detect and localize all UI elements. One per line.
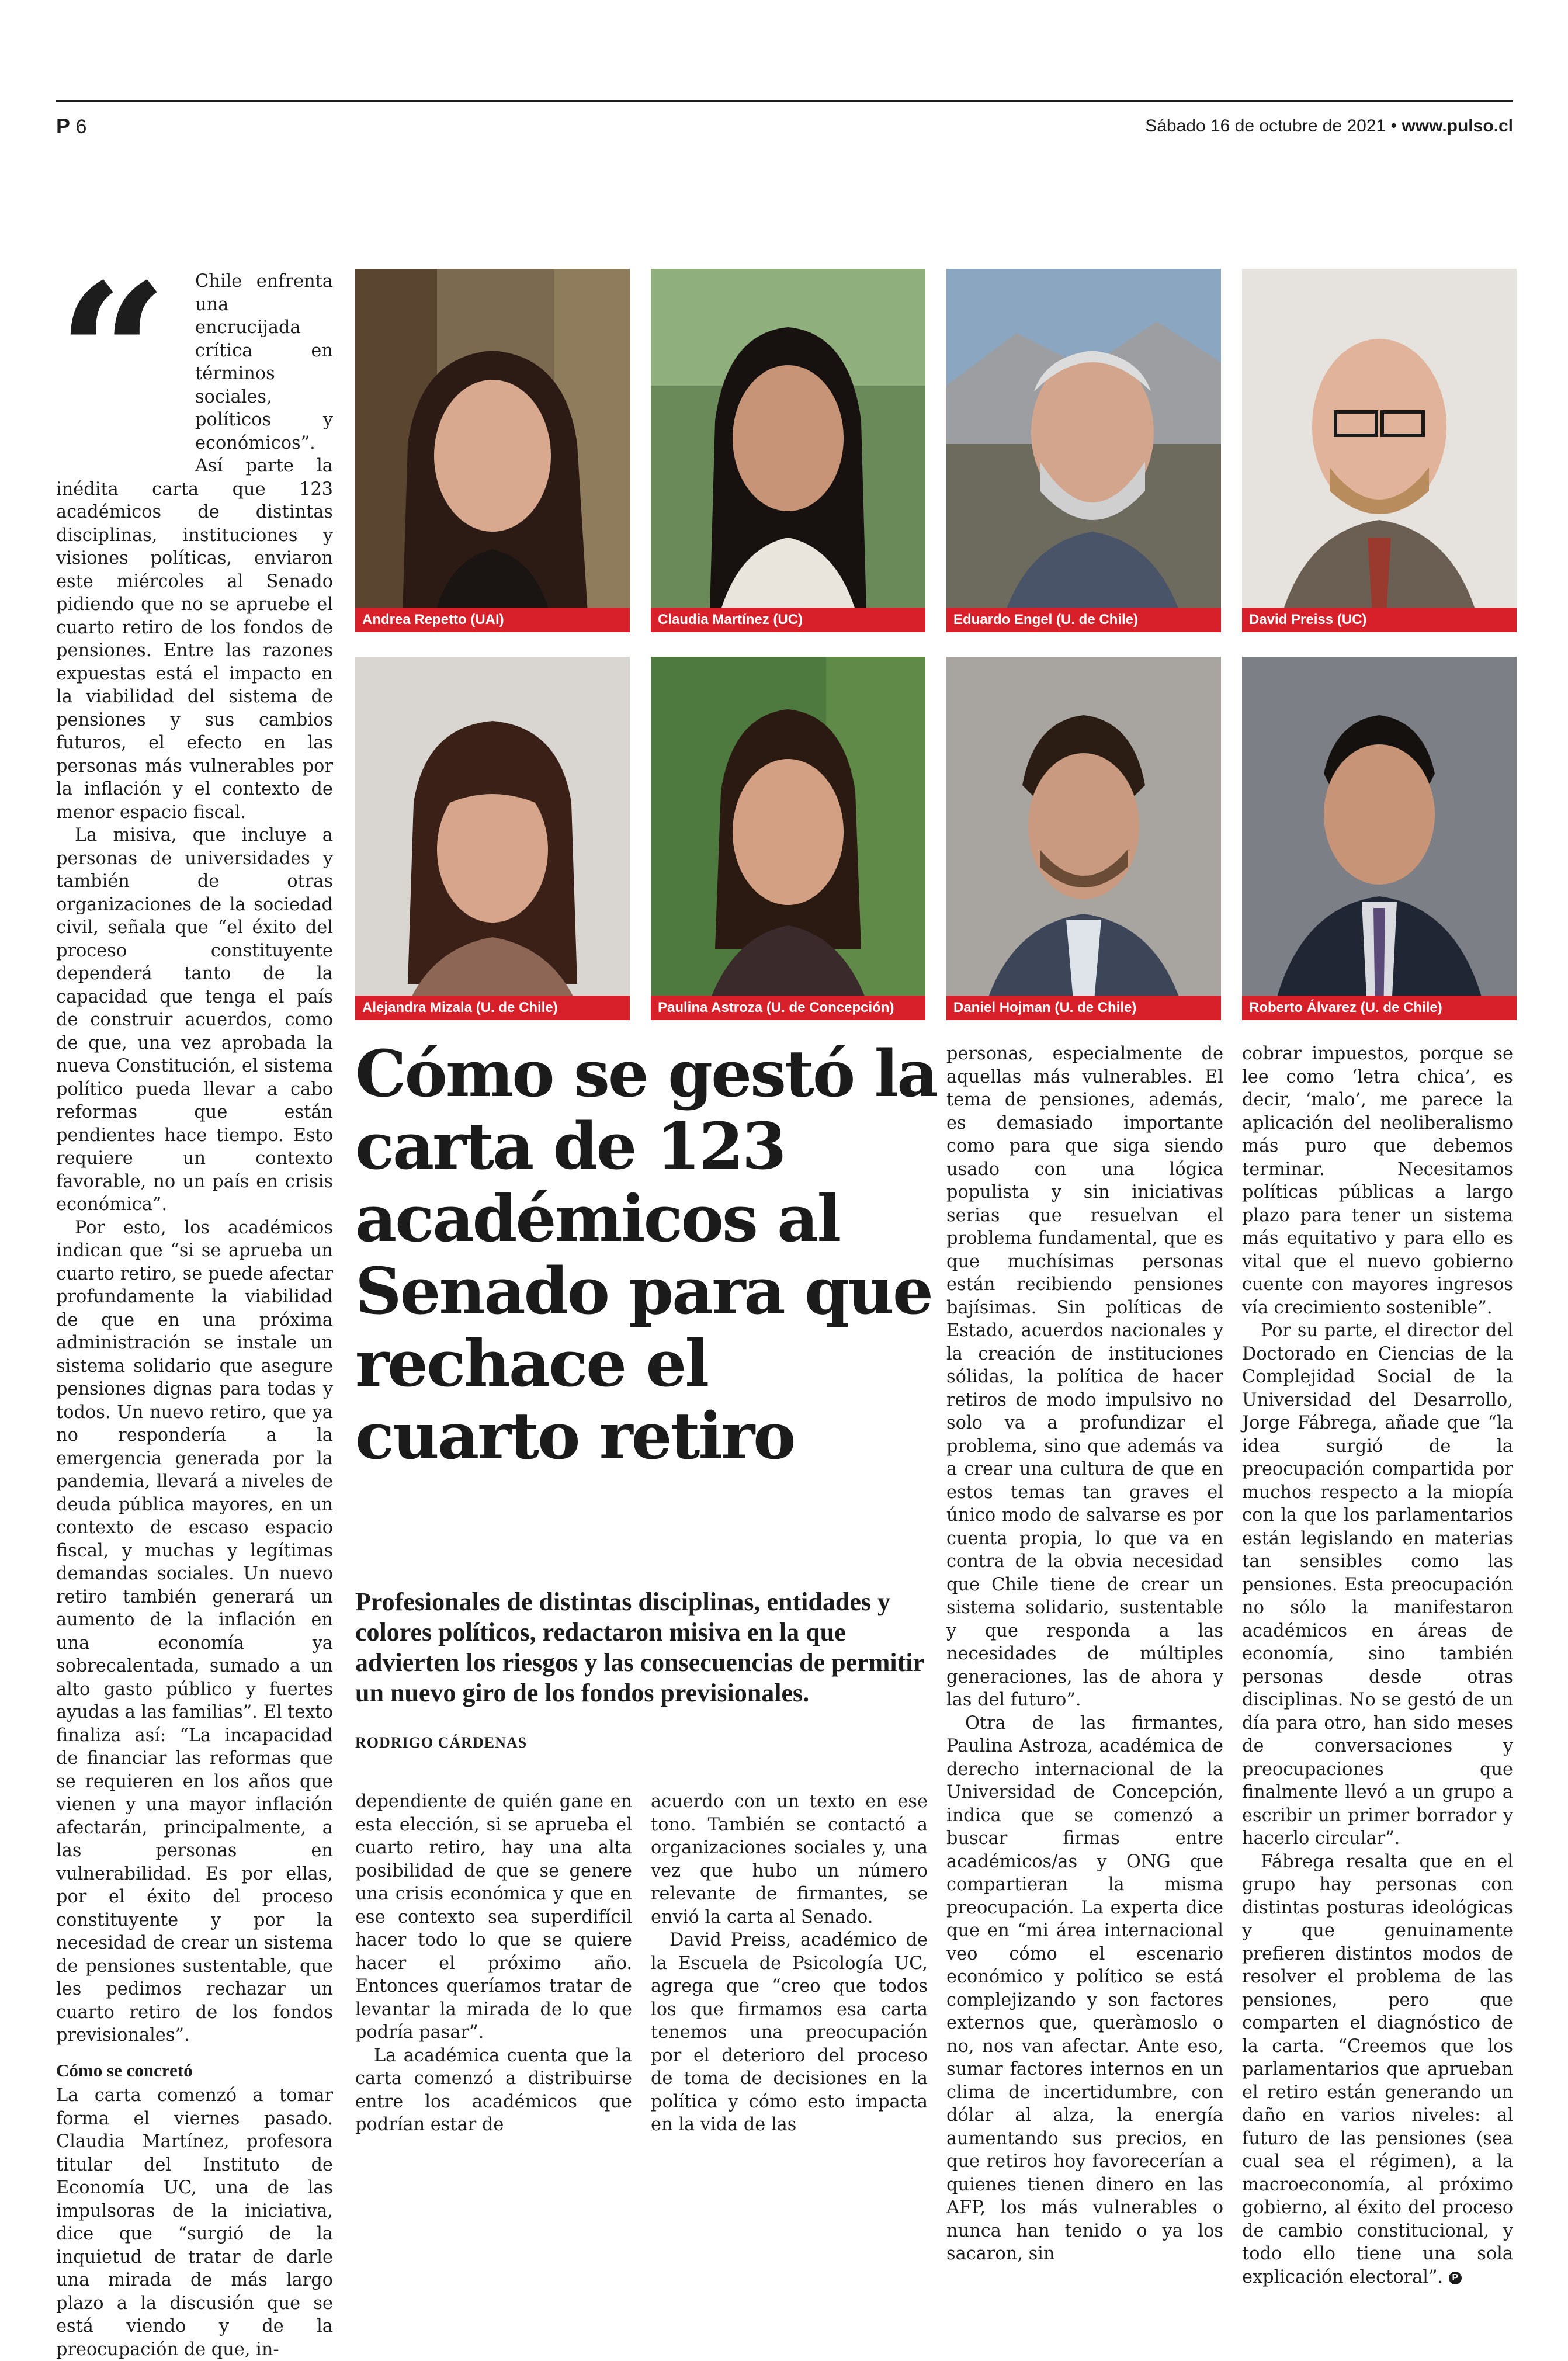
article-column-4 [946, 1042, 1223, 2266]
header-site-link[interactable]: www.pulso.cl [1402, 116, 1513, 136]
article-paragraph: dependiente de quién gane en esta elección, si se aprueba el cuarto retiro, hay una alta posibilidad de que se genere una crisis económica y que en ese contexto sea superdifícil hacer todo lo que se quiere hacer el próximo año. Entonces queríamos tratar de levantar la mirada de lo que podría pasar”. [355, 1791, 632, 2043]
photo-david-preiss [1242, 269, 1517, 632]
photo-roberto-alvarez [1242, 657, 1517, 1020]
article-paragraph: Fábrega resalta que en el grupo hay personas con distintas posturas ideológicas y que genuinamente prefieren distintos modos de resolver el problema de las pensiones, pero que comparten el diagnóstico de la carta. “Creemos que los parlamentarios que aprueban el retiro están generando un daño en varios niveles: al futuro de las pensiones (sea cual sea el régimen), a la macroeconomía, al próximo gobierno, al éxito del proceso de cambio constitucional, y todo ello tiene una sola explicación electoral”. P [1242, 1851, 1513, 2287]
article-paragraph: La académica cuenta que la carta comenzó a distribuirse entre los académicos que podrían estar de [355, 2045, 632, 2135]
article-paragraph: cobrar impuestos, porque se lee como ‘letra chica’, es decir, ‘malo’, me parece la aplicación del neoliberalismo más puro que debemos terminar. Necesitamos políticas públicas a largo plazo para tener un sistema más equitativo y para ello es vital que el nuevo gobierno cuente con mayores ingresos vía crecimiento sostenible”. [1242, 1043, 1513, 1318]
photo-andrea-repetto [355, 269, 630, 632]
page-number [56, 115, 86, 138]
end-mark-icon: P [1449, 2272, 1462, 2284]
portrait-image [1242, 269, 1517, 632]
header-rule [56, 100, 1513, 102]
page-number-value: 6 [75, 116, 87, 138]
article-column-5 [1242, 1042, 1513, 2289]
pulso-logo-mark: P [56, 114, 71, 138]
quote-mark-icon: “ [57, 241, 151, 468]
portrait-image [355, 657, 630, 1020]
article-paragraph: Otra de las firmantes, Paulina Astroza, académica de derecho internacional de la Universidad de Concepción, indica que se comenzó a buscar firmas entre académicos/as y ONG que compartieran la misma preocupación. La experta dice que en “mi área internacional veo cómo el escenario económico y político se está complejizando y son factores externos que, queràmoslo o no, nos van afectar. Ante eso, sumar factores internos en un clima de incertidumbre, con dólar al alza, la energía aumentando sus precios, en que retiros hoy favorecerían a quienes tienen dinero en las AFP, los más vulnerables o nunca han tenido o ya los sacaron, sin [946, 1712, 1223, 2264]
header-date: Sábado 16 de octubre de 2021 • [1145, 116, 1397, 136]
article-deck: Profesionales de distintas disciplinas, entidades y colores políticos, redactaron misiva en la que advierten los riesgos y las consecuencias de permitir un nuevo giro de los fondos previsionales. [355, 1587, 924, 1707]
article-intro: Chile enfrenta una encrucijada crítica en términos sociales, políticos y económicos”. Así parte la inédita carta que 123 académicos de distintas disciplinas, instituciones y visiones políticas, enviaron este miércoles al Senado pidiendo que no se apruebe el cuarto retiro de los fondos de pensiones. Entre las razones expuestas está el impacto en la viabilidad del sistema de pensiones y sus cambios futuros, el efecto en las personas más vulnerables por la inflación y el contexto de menor espacio fiscal. [56, 271, 333, 823]
photo-caption: Daniel Hojman (U. de Chile) [946, 996, 1221, 1020]
article-column-2 [355, 1790, 632, 2137]
photo-alejandra-mizala [355, 657, 630, 1020]
article-paragraph: acuerdo con un texto en ese tono. También se contactó a organizaciones sociales y, una vez que hubo un número relevante de firmantes, se envió la carta al Senado. [651, 1791, 928, 1927]
article-paragraph: La carta comenzó a tomar forma el viernes pasado. Claudia Martínez, profesora titular del Instituto de Economía UC, una de las impulsoras de la iniciativa, dice que “surgió de la inquietud de tratar de darle una mirada de más largo plazo a la discusión que se está viendo y de la preocupación de que, in- [56, 2085, 333, 2360]
header-date-site [1145, 115, 1513, 138]
photo-caption: Paulina Astroza (U. de Concepción) [651, 996, 925, 1020]
article-paragraph: Por esto, los académicos indican que “si se aprueba un cuarto retiro, se puede afectar profundamente la viabilidad de que en una próxima administración se instale un sistema solidario que asegure pensiones dignas para todas y todos. Un nuevo retiro, que ya no respondería a la emergencia generada por la pandemia, llevará a niveles de deuda pública mayores, en un contexto de escaso espacio fiscal, y muchas y legítimas demandas sociales. Un nuevo retiro también generará un aumento de la inflación en una economía ya sobrecalentada, sumado a un alto gasto público y fuertes ayudas a las familias”. El texto finaliza así: “La incapacidad de financiar las reformas que se requieren en los años que vienen y una mayor inflación afectarán, principalmente, a las personas en vulnerabilidad. Es por ellas, por el éxito del proceso constituyente y por la necesidad de crear un sistema de pensiones sustentable, que les pedimos rechazar un cuarto retiro de los fondos previsionales”. [56, 1217, 333, 2045]
section-subhead: Cómo se concretó [56, 2060, 193, 2081]
photo-caption: Roberto Álvarez (U. de Chile) [1242, 996, 1517, 1020]
article-headline: Cómo se gestó la carta de 123 académicos al Senado para que rechace el cuarto retiro [355, 1036, 937, 1474]
portrait-image [651, 269, 925, 632]
article-column-1 [56, 241, 333, 2361]
portrait-image [355, 269, 630, 632]
photo-caption: David Preiss (UC) [1242, 608, 1517, 632]
quote-wrap-spacer [56, 241, 195, 468]
portrait-image [946, 657, 1221, 1020]
photo-caption: Andrea Repetto (UAI) [355, 608, 630, 632]
article-paragraph: La misiva, que incluye a personas de universidades y también de otras organizaciones de la sociedad civil, señala que “el éxito del proceso constituyente dependerá tanto de la capacidad que tenga el país de construir acuerdos, como de que, una vez aprobada la nueva Constitución, el sistema político pueda llevar a cabo reformas que están pendientes hace tiempo. Esto requiere un contexto favorable, no un país en crisis económica”. [56, 825, 333, 1215]
article-byline: RODRIGO CÁRDENAS [355, 1734, 528, 1751]
portrait-image [651, 657, 925, 1020]
portrait-image [946, 269, 1221, 632]
photo-daniel-hojman [946, 657, 1221, 1020]
article-column-3 [651, 1790, 928, 2137]
article-paragraph: David Preiss, académico de la Escuela de Psicología UC, agrega que “creo que todos los que firmamos esa carta tenemos una preocupación por el deterioro del proceso de toma de decisiones en la política y cómo esto impacta en la vida de las [651, 1930, 928, 2135]
photo-caption: Claudia Martínez (UC) [651, 608, 925, 632]
photo-caption: Eduardo Engel (U. de Chile) [946, 608, 1221, 632]
article-paragraph: personas, especialmente de aquellas más vulnerables. El tema de pensiones, además, es demasiado importante como para que siga siendo usado con una lógica populista y sin iniciativas serias que resuelvan el problema fundamental, que es que muchísimas personas están recibiendo pensiones bajísimas. Sin políticas de Estado, acuerdos nacionales y la creación de instituciones sólidas, la política de hacer retiros de modo impulsivo no solo va a profundizar el problema, sino que además va a crear una cultura de que en estos temas tan graves el único modo de salvarse es por cuenta propia, lo que va en contra de la obvia necesidad que Chile tiene de crear un sistema solidario, sustentable y que responda a las necesidades de múltiples generaciones, las de ahora y las del futuro”. [946, 1043, 1223, 1710]
article-paragraph: Por su parte, el director del Doctorado en Ciencias de la Complejidad Social de la Universidad del Desarrollo, Jorge Fábrega, añade que “la idea surgió de la preocupación compartida por muchos respecto a la miopía con la que los parlamentarios están legislando en materias tan sensibles como las pensiones. Esta preocupación no sólo la manifestaron académicos en áreas de economía, sino también personas desde otras disciplinas. No se gestó de un día para otro, han sido meses de conversaciones y preocupaciones que finalmente llevó a un grupo a escribir un primer borrador y hacerlo circular”. [1242, 1320, 1513, 1849]
portrait-image [1242, 657, 1517, 1020]
photo-claudia-martinez [651, 269, 925, 632]
photo-eduardo-engel [946, 269, 1221, 632]
photo-caption: Alejandra Mizala (U. de Chile) [355, 996, 630, 1020]
photo-paulina-astroza [651, 657, 925, 1020]
